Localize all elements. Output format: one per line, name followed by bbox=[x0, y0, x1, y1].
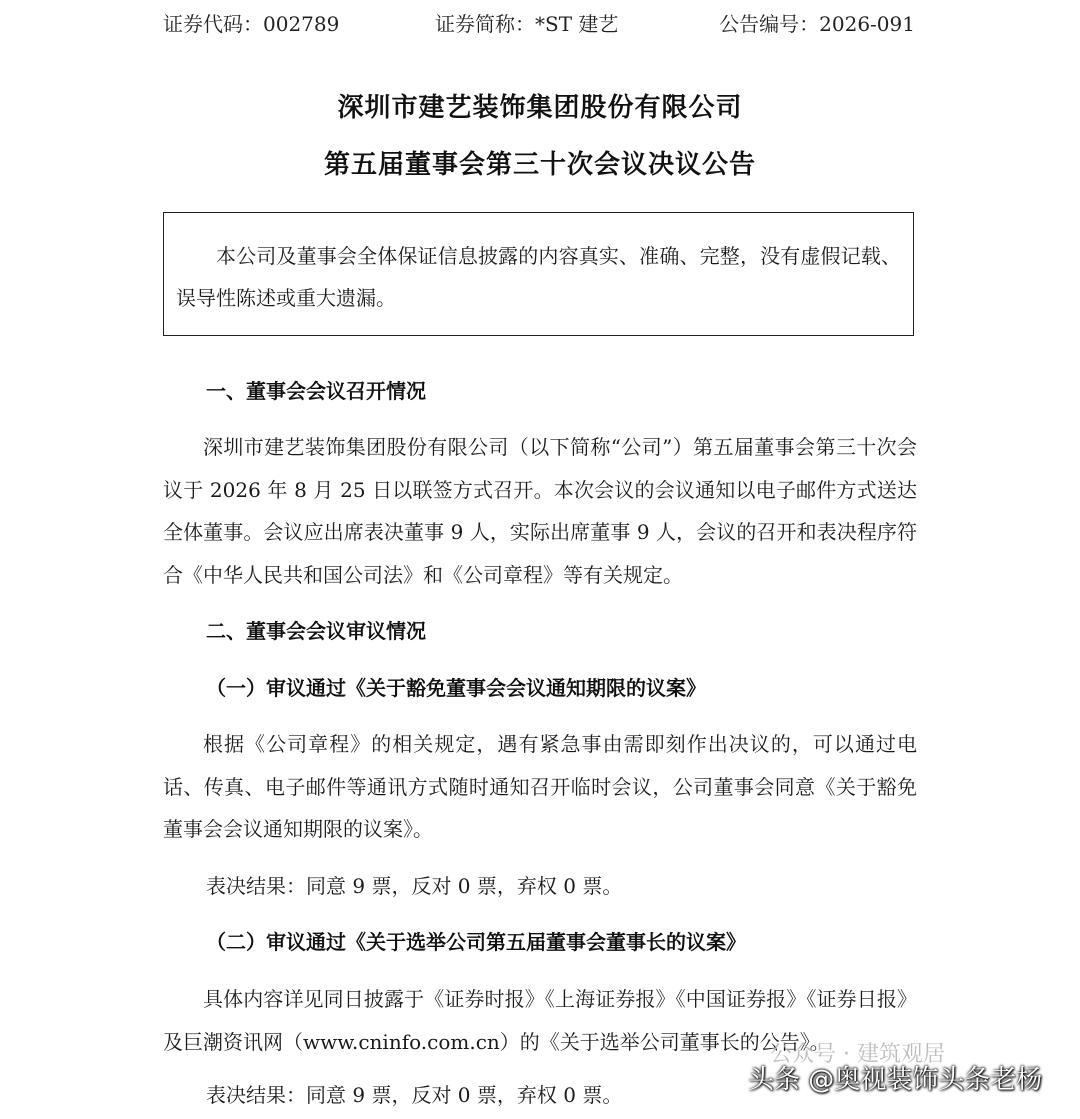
announcement-header bbox=[163, 8, 915, 40]
item-1-vote-result: 表决结果：同意 9 票，反对 0 票，弃权 0 票。 bbox=[206, 874, 623, 898]
announcement-title: 第五届董事会第三十次会议决议公告 bbox=[323, 150, 756, 180]
item-2-vote-result: 表决结果：同意 9 票，反对 0 票，弃权 0 票。 bbox=[206, 1083, 623, 1107]
company-name-title: 深圳市建艺装饰集团股份有限公司 bbox=[337, 93, 743, 123]
item-2-body: 具体内容详见同日披露于《证券时报》《上海证券报》《中国证券报》《证券日报》及巨潮资讯网（www.cninfo.com.cn）的《关于选举公司董事长的公告》。 bbox=[163, 987, 917, 1054]
section-1-heading: 一、董事会会议召开情况 bbox=[206, 379, 426, 403]
announcement-number: 公告编号：2026-091 bbox=[719, 12, 915, 36]
item-2-heading: （二）审议通过《关于选举公司第五届董事会董事长的议案》 bbox=[206, 930, 746, 954]
disclosure-notice-box: 本公司及董事会全体保证信息披露的内容真实、准确、完整，没有虚假记载、误导性陈述或重大遗漏。 bbox=[163, 212, 914, 336]
section-1-body: 深圳市建艺装饰集团股份有限公司（以下简称“公司”）第五届董事会第三十次会议于 2026 年 8 月 25 日以联签方式召开。本次会议的会议通知以电子邮件方式送达全体董事。会议应出席表决董事 9 人，实际出席董事 9 人，会议的召开和表决程序符合《中华人民共和国公司法》和《公司章程》等有关规定。 bbox=[163, 435, 917, 587]
item-1-body: 根据《公司章程》的相关规定，遇有紧急事由需即刻作出决议的，可以通过电话、传真、电子邮件等通讯方式随时通知召开临时会议，公司董事会同意《关于豁免董事会会议通知期限的议案》。 bbox=[163, 732, 917, 841]
source-watermark: 头条 @奥视装饰头条老杨 bbox=[748, 1065, 1043, 1095]
security-code: 证券代码：002789 bbox=[163, 12, 340, 36]
section-2-heading: 二、董事会会议审议情况 bbox=[206, 619, 426, 643]
security-abbreviation: 证券简称：*ST 建艺 bbox=[435, 12, 619, 36]
faint-watermark: 公众号 · 建筑观居 bbox=[770, 1042, 945, 1067]
item-1-heading: （一）审议通过《关于豁免董事会会议通知期限的议案》 bbox=[206, 676, 706, 700]
